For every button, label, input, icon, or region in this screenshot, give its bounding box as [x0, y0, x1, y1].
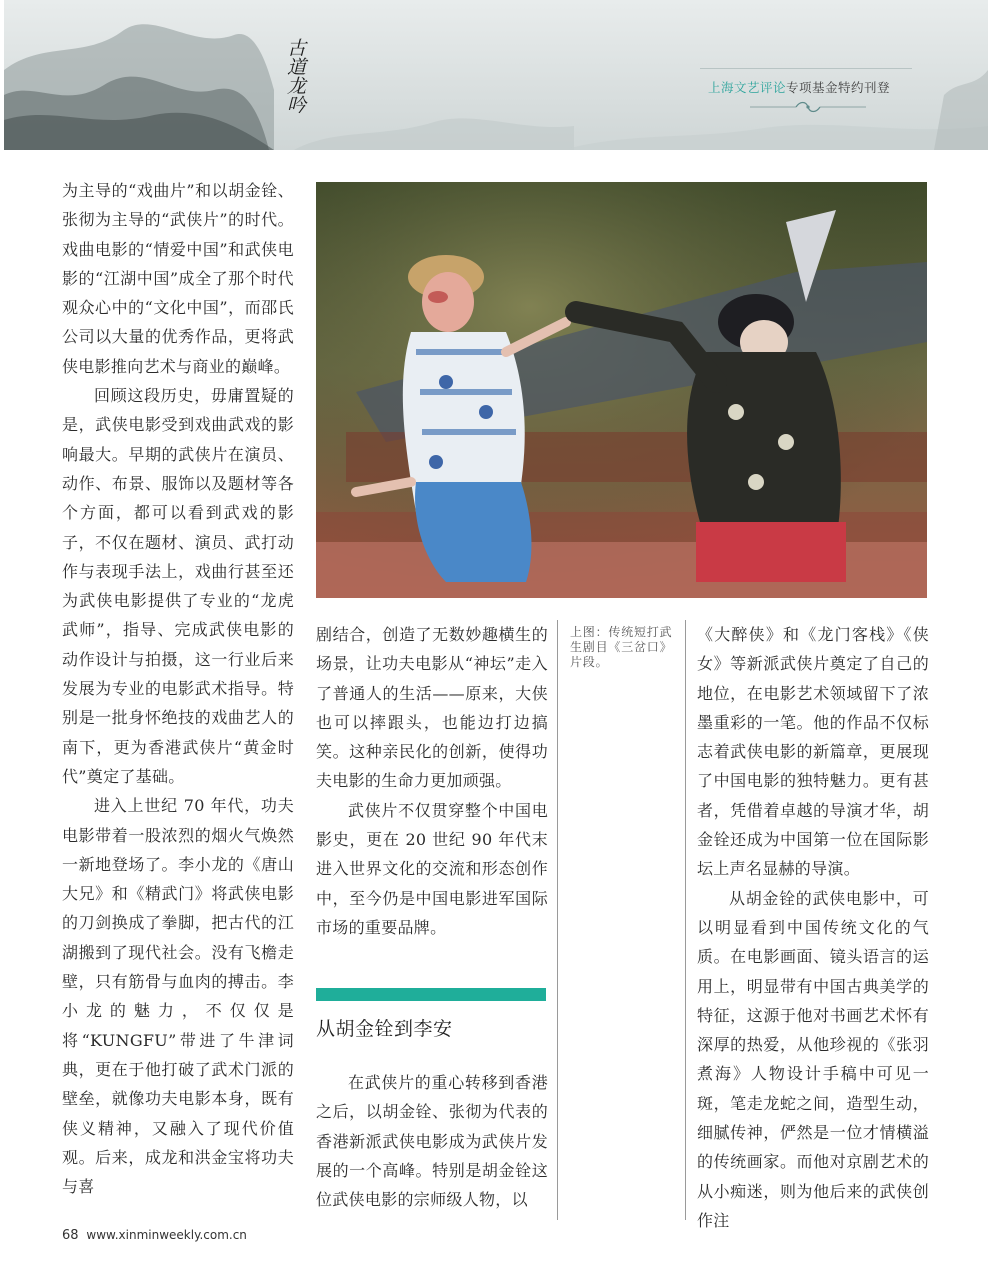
photo-caption: 上图：传统短打武生剧目《三岔口》片段。 — [570, 625, 673, 669]
section-accent-bar — [316, 988, 546, 1001]
paragraph: 回顾这段历史，毋庸置疑的是，武侠电影受到戏曲武戏的影响最大。早期的武侠片在演员、动作、布景、服饰以及题材等各个方面，都可以看到武戏的影子，不仅在题材、演员、武打动作与表现手法上，戏曲行甚至还为武侠电影提供了专业的“龙虎武师”，指导、完成武侠电影的动作设计与拍摄，这一行业后来发展为专业的电影武术指导。特别是一批身怀绝技的戏曲艺人的南下，更为香港武侠片“黄金时代”奠定了基础。 — [62, 386, 294, 786]
paragraph: 剧结合，创造了无数妙趣横生的场景，让功夫电影从“神坛”走入了普通人的生活——原来，大侠也可以摔跟头，也能边打边搞笑。这种亲民化的创新，使得功夫电影的生命力更加顽强。 — [316, 625, 548, 791]
page-number: 68 — [62, 1228, 79, 1243]
fund-credit — [700, 62, 912, 122]
paragraph: 从胡金铨的武侠电影中，可以明显看到中国传统文化的气质。在电影画面、镜头语言的运用上，明显带有中国古典美学的特征，这源于他对书画艺术怀有深厚的热爱，从他珍视的《张羽煮海》人物设计手稿中可见一斑，笔走龙蛇之间，造型生动，细腻传神，俨然是一位才情横溢的传统画家。而他对京剧艺术的从小痴迷，则为他后来的武侠创作注 — [697, 888, 929, 1230]
column-divider — [557, 620, 558, 1220]
fund-credit-text — [708, 78, 890, 96]
paragraph: 《大醉侠》和《龙门客栈》《侠女》等新派武侠片奠定了自己的地位，在电影艺术领域留下了浓墨重彩的一笔。他的作品不仅标志着武侠电影的新篇章，更展现了中国电影的独特魅力。更有甚者，凭借着卓越的导演才华，胡金铨还成为中国第一位在国际影坛上声名显赫的导演。 — [697, 625, 929, 879]
opera-performers-photo — [316, 182, 927, 598]
section-heading: 从胡金铨到李安 — [316, 1018, 453, 1040]
article-column-2-continued — [316, 1068, 548, 1214]
paragraph: 进入上世纪 70 年代，功夫电影带着一股浓烈的烟火气焕然一新地登场了。李小龙的《唐山大兄》和《精武门》将武侠电影的刀剑换成了拳脚，把古代的江湖搬到了现代社会。没有飞檐走壁，只有筋骨与血肉的搏击。李小龙的魅力，不仅仅是将“KUNGFU”带进了牛津词典，更在于他打破了武术门派的壁垒，就像功夫电影本身，既有侠义精神，又融入了现代价值观。后来，成龙和洪金宝将功夫与喜 — [62, 796, 294, 1197]
fund-rule — [700, 68, 912, 69]
column-divider — [685, 620, 686, 1220]
column-brand: 古道龙吟 — [284, 38, 306, 114]
article-column-1 — [62, 176, 294, 1201]
page-footer — [62, 1228, 247, 1243]
article-column-2 — [316, 620, 548, 942]
paragraph: 为主导的“戏曲片”和以胡金铨、张彻为主导的“武侠片”的时代。戏曲电影的“情爱中国”和武侠电影的“江湖中国”成全了那个时代观众心中的“文化中国”，而邵氏公司以大量的优秀作品，更将武侠电影推向艺术与商业的巅峰。 — [62, 181, 294, 376]
header-banner — [4, 0, 988, 150]
ornament-swirl — [748, 100, 868, 114]
paragraph: 武侠片不仅贯穿整个中国电影史，更在 20 世纪 90 年代末进入世界文化的交流和形态创作中，至今仍是中国电影进军国际市场的重要品牌。 — [316, 800, 548, 937]
fund-name: 上海文艺评论 — [708, 80, 787, 95]
fund-label: 专项基金特约刊登 — [786, 80, 891, 95]
website-url[interactable]: www.xinminweekly.com.cn — [86, 1228, 247, 1242]
paragraph: 在武侠片的重心转移到香港之后，以胡金铨、张彻为代表的香港新派武侠电影成为武侠片发展的一个高峰。特别是胡金铨这位武侠电影的宗师级人物，以 — [316, 1073, 548, 1210]
article-column-3 — [697, 620, 929, 1235]
